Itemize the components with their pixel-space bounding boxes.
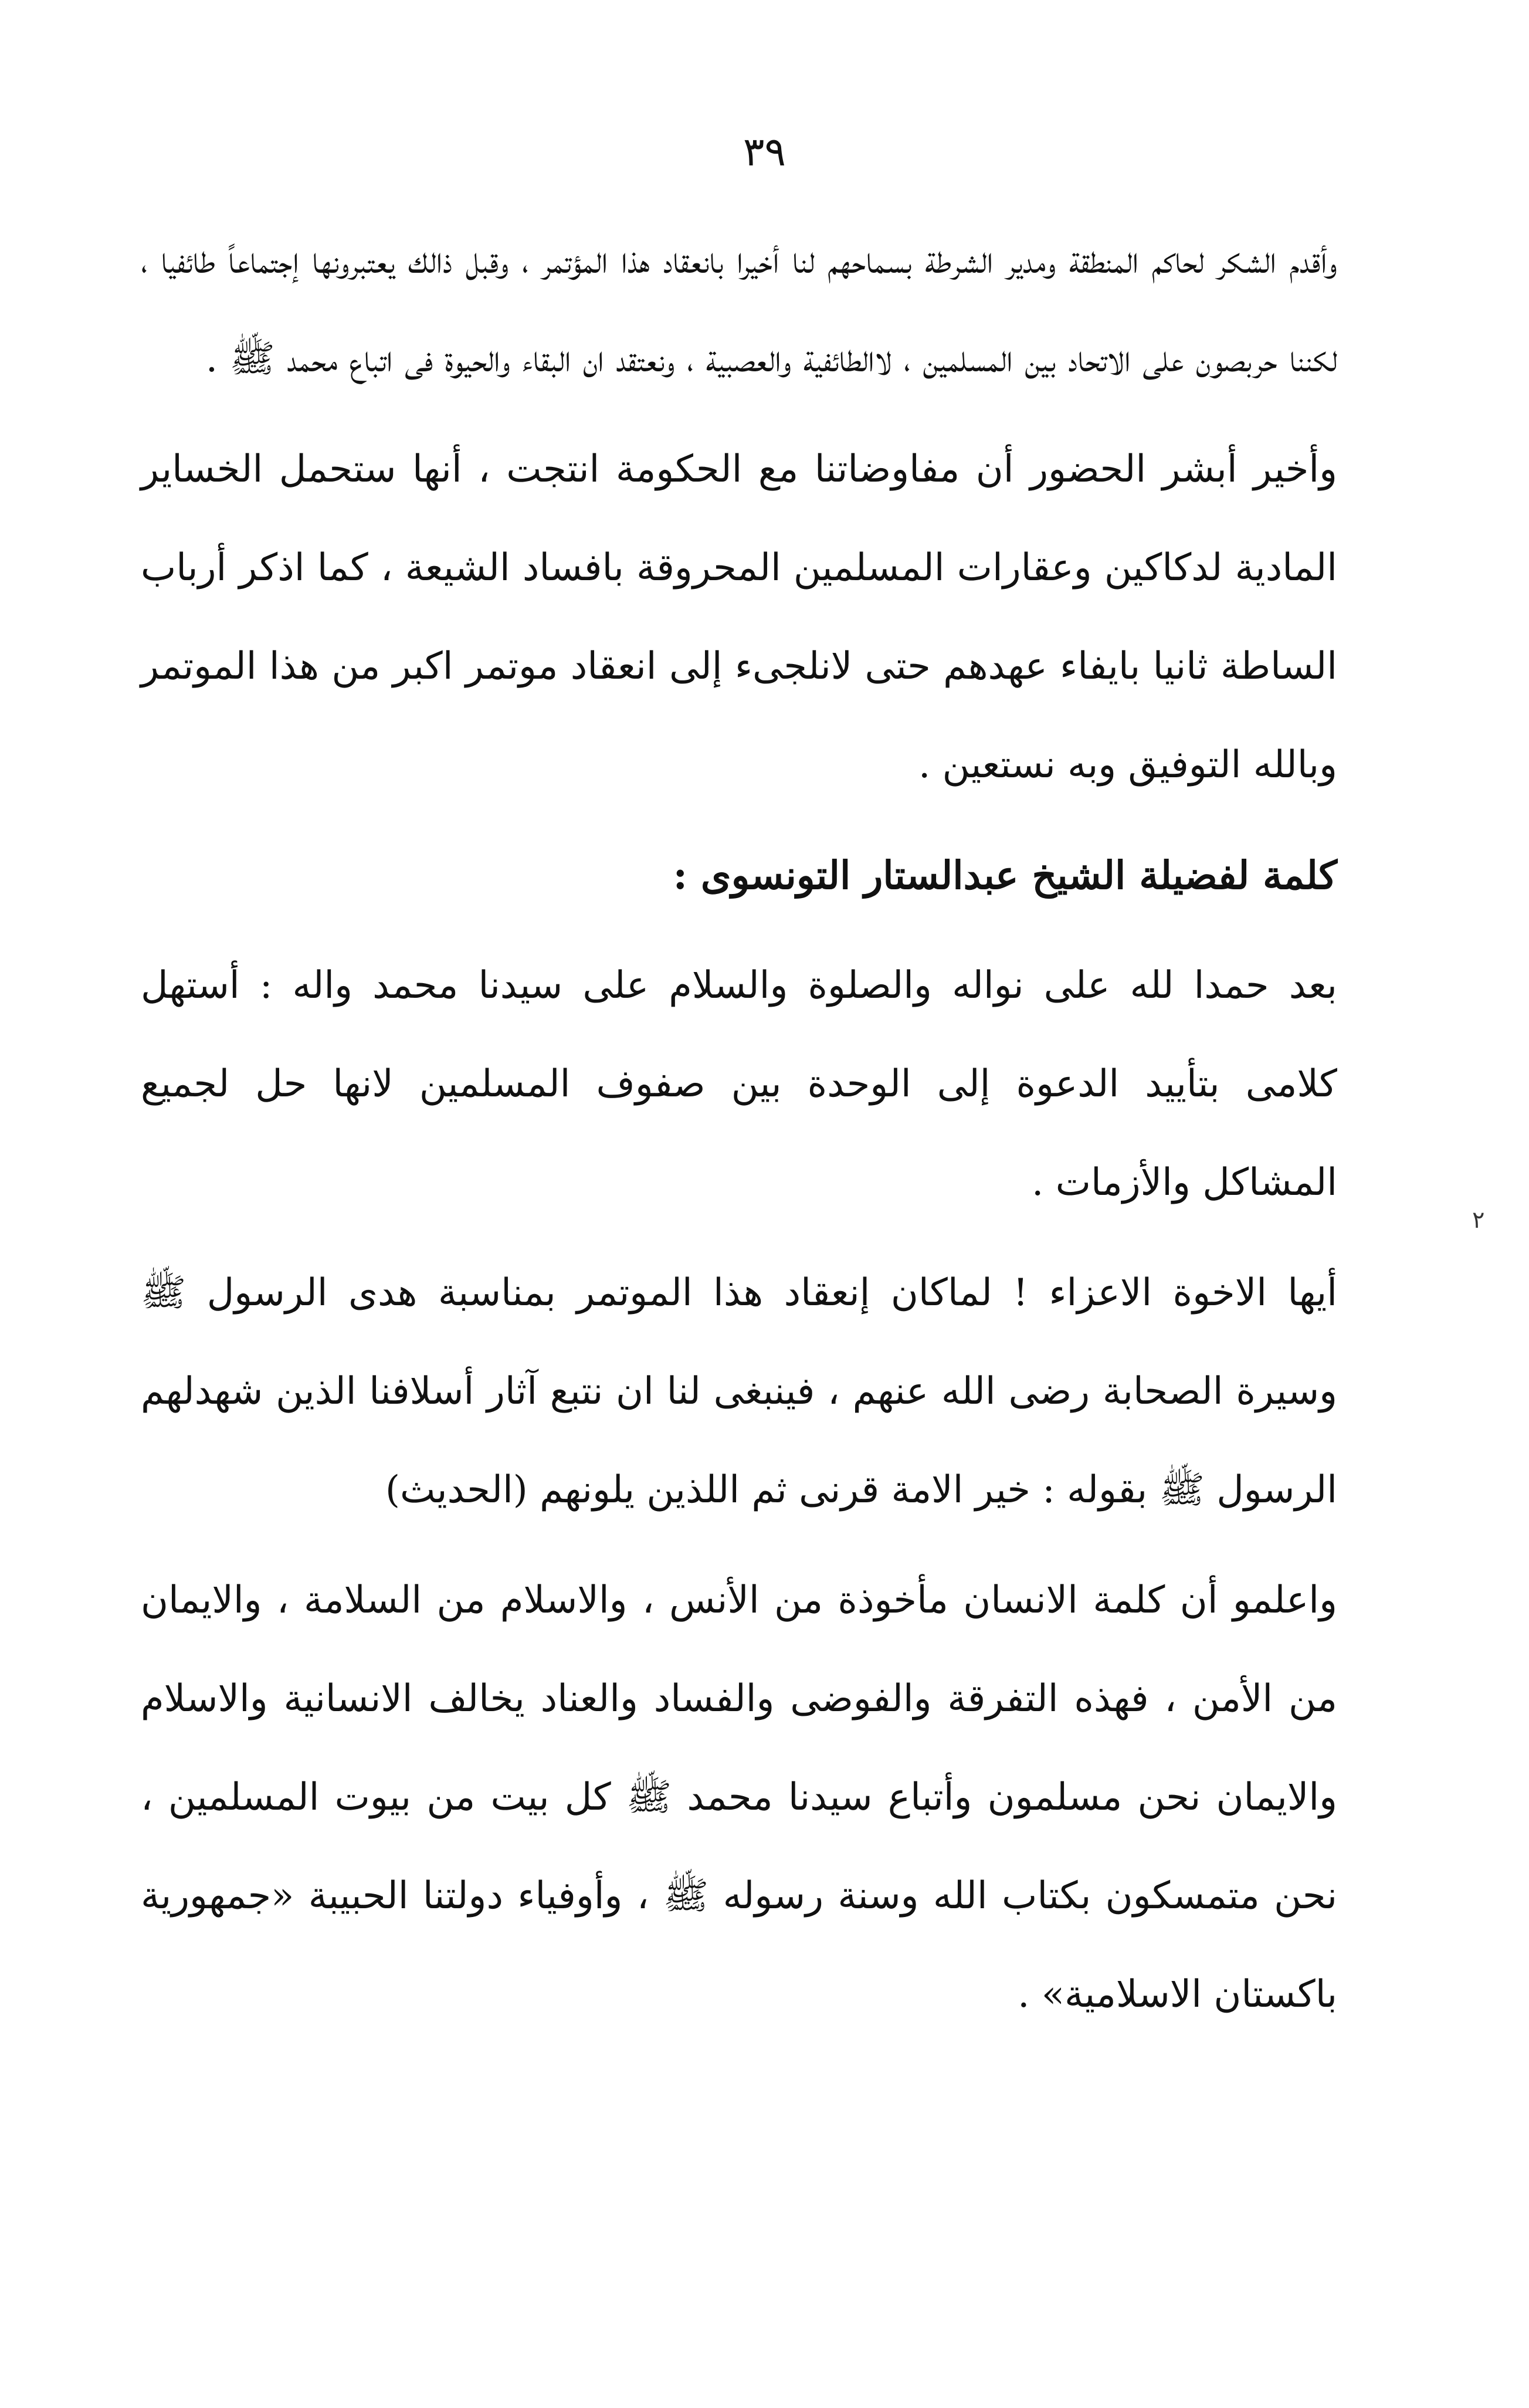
paragraph-meaning: واعلمو أن كلمة الانسان مأخوذة من الأنس ، والاسلام من السلامة ، والايمان من الأمن ، فهذه التفرقة والفوضى والفساد والعناد يخالف الانسانية والاسلام والايمان نحن مسلمون وأتباع سيدنا محمد ﷺ كل بيت من بيوت المسلمين ، نحن متمسكون بكتاب الله وسنة رسوله ﷺ ، وأوفياء دولتنا الحبيبة «جمهورية باكستان الاسلامية» . <box>141 1579 1338 2016</box>
page-text <box>141 211 1337 2044</box>
paragraph-announcement: وأخير أبشر الحضور أن مفاوضاتنا مع الحكومة انتجت ، أنها ستحمل الخساير المادية لدكاكين وعقارات المسلمين المحروقة بافساد الشيعة ، كما اذكر أرباب الساطة ثانيا بايفاء عهدهم حتى لانلجىء إلى انعقاد موتمر اكبر من هذا الموتمر وبالله التوفيق وبه نستعين . <box>141 448 1338 787</box>
margin-mark: ٢ <box>1472 1207 1485 1234</box>
paragraph-opening: بعد حمدا لله على نواله والصلوة والسلام على سيدنا محمد واله : أستهل كلامى بتأييد الدعوة إلى الوحدة بين صفوف المسلمين لانها حل لجميع المشاكل والأزمات . <box>141 964 1338 1204</box>
speech-heading: كلمة لفضيلة الشيخ عبدالستار التونسوى : <box>673 852 1337 898</box>
paragraph-brothers: أيها الاخوة الاعزاء ! لماكان إنعقاد هذا الموتمر بمناسبة هدى الرسول ﷺ وسيرة الصحابة رضى الله عنهم ، فينبغى لنا ان نتبع آثار أسلافنا الذين شهدلهم الرسول ﷺ بقوله : خير الامة قرنى ثم اللذين يلونهم (الحديث) <box>141 1271 1337 1512</box>
paragraph-thanks: وأقدم الشكر لحاكم المنطقة ومدير الشرطة بسماحهم لنا أخيرا بانعقاد هذا المؤتمر ، وقبل ذالك يعتبرونها إجتماعاً طائفيا ، لكننا حربصون على الاتحاد بين المسلمين ، لاالطائفية والعصبية ، ونعتقد ان البقاء والحيوة فى اتباع محمد ﷺ . <box>141 239 1338 381</box>
page-number: ٣٩ <box>743 129 786 175</box>
